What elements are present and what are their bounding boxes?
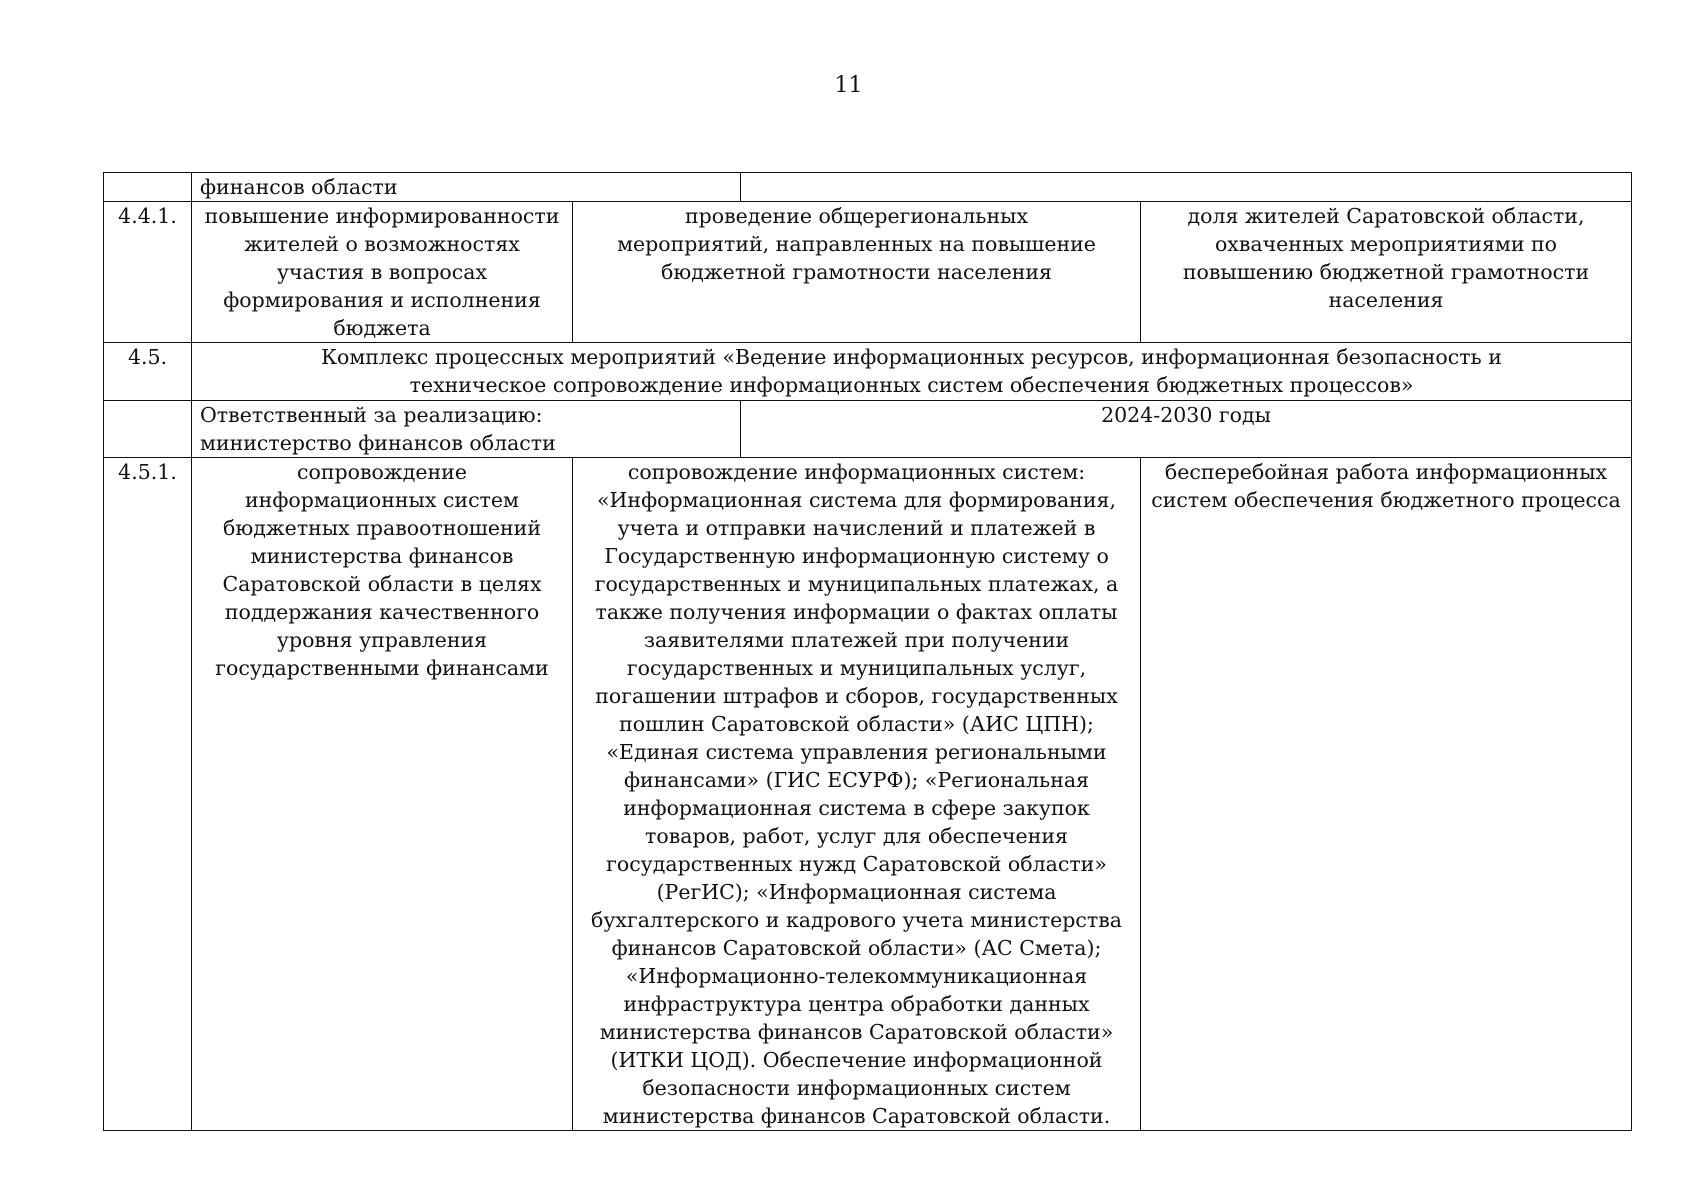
empty-num-cell [104,173,192,202]
description-text: сопровождение информационных систем: «Информационная система для формирования, учета и отправки начислений и платежей в Государственную информационную систему о государственных и муниципальных платежах, а также получения информации о фактах оплаты заявителями платежей при получении государственных и муниципальных услуг, погашении штрафов и сборов, государственных пошлин Саратовской области» (АИС ЦПН); «Единая система управления региональными финансами» (ГИС ЕСУРФ); «Региональная информационная система в сфере закупок товаров, работ, услуг для обеспечения государственных нужд Саратовской области» (РегИС); «Информационная система бухгалтерского и кадрового учета министерства финансов Саратовской области» (АС Смета); «Информационно-телекоммуникационная инфраструктура центра обработки данных министерства финансов Саратовской области» (ИТКИ ЦОД). Обеспечение информационной безопасности информационных систем министерства финансов Саратовской области. [591,460,1122,1128]
row-number: 4.4.1. [118,204,177,228]
responsible-continuation-cell [192,173,741,202]
table-row-4-5-1 [104,458,1632,1131]
row-number-cell [104,458,192,1131]
row-number-cell [104,202,192,343]
result-text: доля жителей Саратовской области, охваченных мероприятиями по повышению бюджетной грамотности населения [1182,204,1590,312]
period-text: 2024-2030 годы [1101,403,1271,427]
period-cell [741,401,1632,458]
table-row-4-5 [104,343,1632,401]
measures-table [103,172,1632,1131]
responsible-cell [192,401,741,458]
complex-title-text: Комплекс процессных мероприятий «Ведение информационных ресурсов, информационная безопасность и техническое сопровождение информационных систем обеспечения бюджетных процессов» [321,345,1502,397]
table-row-4-4-1 [104,202,1632,343]
table-row-continuation [104,173,1632,202]
complex-title-cell [192,343,1632,401]
page-number: 11 [834,73,863,98]
description-text: проведение общерегиональных мероприятий, направленных на повышение бюджетной грамотности населения [617,204,1096,284]
task-text: сопровождение информационных систем бюджетных правоотношений министерства финансов Саратовской области в целях поддержания качественного уровня управления государственными финансами [215,460,549,680]
period-continuation-cell [741,173,1632,202]
description-cell [573,202,1141,343]
responsible-continuation-text: финансов области [200,175,398,199]
description-cell [573,458,1141,1131]
empty-num-cell [104,401,192,458]
row-number-cell [104,343,192,401]
row-number: 4.5. [127,345,168,369]
result-text: бесперебойная работа информационных систем обеспечения бюджетного процесса [1151,460,1621,512]
table-row-responsible [104,401,1632,458]
task-cell [192,458,573,1131]
row-number: 4.5.1. [118,460,177,484]
task-cell [192,202,573,343]
task-text: повышение информированности жителей о возможностях участия в вопросах формирования и исполнения бюджета [204,204,560,340]
result-cell [1141,458,1632,1131]
responsible-text: Ответственный за реализацию: министерство финансов области [200,403,556,455]
result-cell [1141,202,1632,343]
